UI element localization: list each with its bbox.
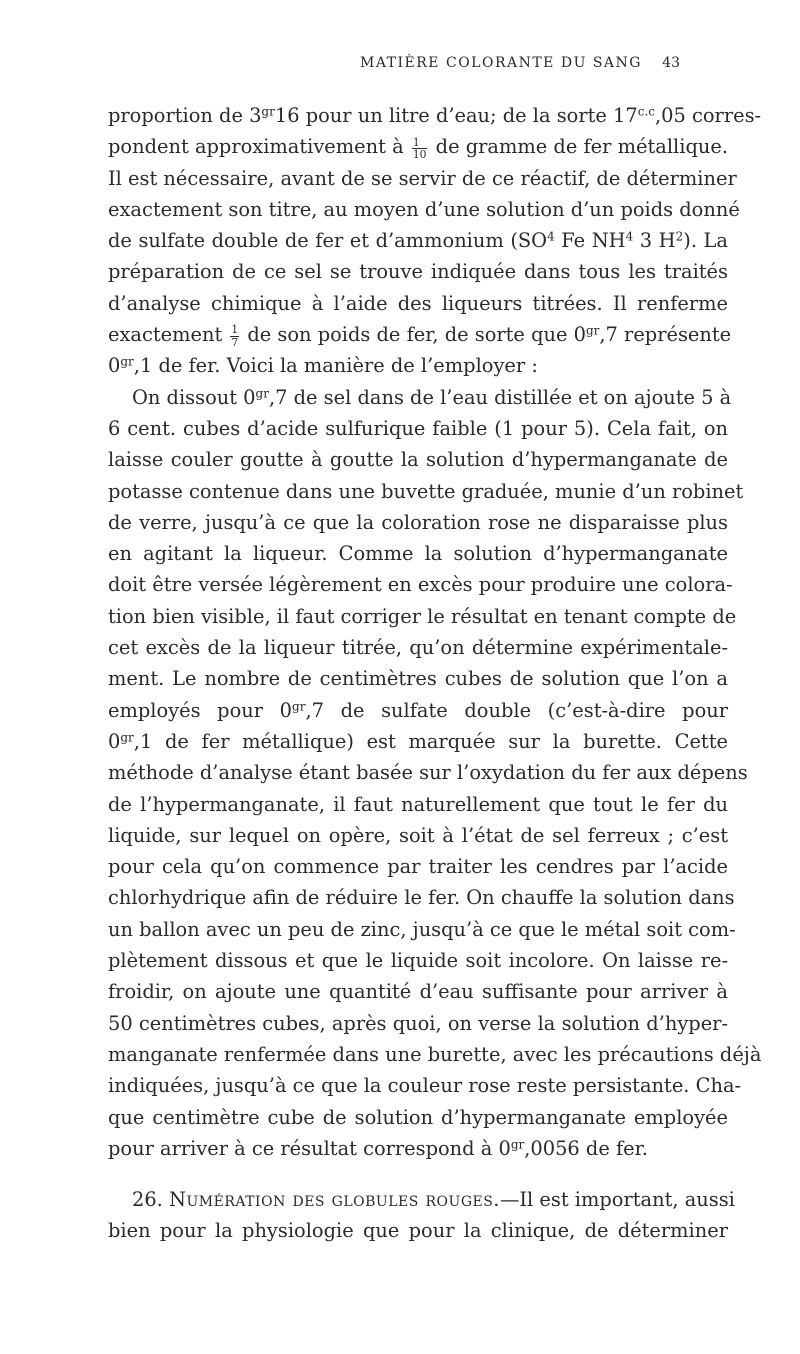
section-number: 26. [132, 1188, 163, 1212]
running-title: MATIÈRE COLORANTE DU SANG [360, 55, 642, 71]
text-line: doit être versée légèrement en excès pour produire une colora- [108, 573, 733, 597]
text-line: exactement son titre, au moyen d’une solution d’un poids donné [108, 197, 740, 221]
text-line: manganate renfermée dans une burette, avec les précautions déjà [108, 1042, 762, 1066]
text-line: que centimètre cube de solution d’hypermanganate employée [108, 1105, 728, 1129]
text-line: ment. Le nombre de centimètres cubes de solution que l’on a [108, 667, 728, 691]
text-line: exactement $\frac{1}{7}$ de son poids de fer, de sorte que $0^{gr},7$ représente [108, 323, 732, 349]
fraction-one-seventh: $\frac{1}{7}$ [231, 323, 239, 349]
text-line: On dissout $0^{gr},7$ de sel dans de l’eau distillée et on ajoute 5 à [132, 385, 732, 409]
text-line: d’analyse chimique à l’aide des liqueurs titrées. Il renferme [108, 291, 728, 315]
section-title: Numération des globules rouges. [169, 1188, 500, 1212]
text-line: préparation de ce sel se trouve indiquée dans tous les traités [108, 260, 728, 284]
running-head [360, 55, 680, 81]
section-gap [108, 1164, 728, 1184]
text-line: chlorhydrique afin de réduire le fer. On chauffe la solution dans [108, 886, 735, 910]
text-line: de sulfate double de fer et d’ammonium ($SO^4$ Fe $NH^4$ 3 $H^2$). La [108, 229, 728, 253]
text-line: de verre, jusqu’à ce que la coloration rose ne disparaisse plus [108, 510, 728, 534]
text-line: tion bien visible, il faut corriger le résultat en tenant compte de [108, 604, 737, 628]
text-line: pondent approximativement à $\frac{1}{10}$ de gramme de fer métallique. [108, 135, 728, 161]
text-line: $0^{gr},1$ de fer métallique) est marquée sur la burette. Cette [108, 729, 728, 753]
text-line: 50 centimètres cubes, après quoi, on verse la solution d’hyper- [108, 1011, 728, 1035]
text-line: indiquées, jusqu’à ce que la couleur rose reste persistante. Cha- [108, 1074, 742, 1098]
text-line: un ballon avec un peu de zinc, jusqu’à ce que le métal soit com- [108, 917, 736, 941]
page-number: 43 [662, 55, 680, 71]
text-line: potasse contenue dans une buvette graduée, munie d’un robinet [108, 479, 744, 503]
text-line: proportion de $3^{gr}16$ pour un litre d’eau; de la sorte $17^{c.c},05$ corres- [108, 104, 762, 127]
fraction-one-tenth: $\frac{1}{10}$ [412, 135, 427, 161]
text-line: liquide, sur lequel on opère, soit à l’état de sel ferreux ; c’est [108, 823, 728, 847]
text-line: laisse couler goutte à goutte la solution d’hypermanganate de [108, 448, 728, 472]
text-line: 6 cent. cubes d’acide sulfurique faible (1 pour 5). Cela fait, on [108, 416, 728, 440]
text-line: méthode d’analyse étant basée sur l’oxydation du fer aux dépens [108, 761, 748, 785]
text-line: $0^{gr},1$ de fer. Voici la manière de l’employer : [108, 354, 538, 378]
text-line: froidir, on ajoute une quantité d’eau suffisante pour arriver à [108, 980, 728, 1004]
text-line: de l’hypermanganate, il faut naturellement que tout le fer du [108, 792, 728, 816]
text-line: pour arriver à ce résultat correspond à $0^{gr},0056$ de fer. [108, 1136, 648, 1160]
text-line: en agitant la liqueur. Comme la solution d’hypermanganate [108, 542, 728, 566]
text-line: cet excès de la liqueur titrée, qu’on détermine expérimentale- [108, 636, 728, 660]
text-line: plètement dissous et que le liquide soit incolore. On laisse re- [108, 949, 728, 973]
text-line: bien pour la physiologie que pour la clinique, de déterminer [108, 1219, 728, 1243]
body-text [108, 100, 762, 1247]
text-line: employés pour $0^{gr},7$ de sulfate double (c’est-à-dire pour [108, 698, 728, 722]
section-heading-line: 26. Numération des globules rouges.—Il est important, aussi [132, 1188, 735, 1212]
text-line: Il est nécessaire, avant de se servir de ce réactif, de déterminer [108, 166, 737, 190]
text-line: pour cela qu’on commence par traiter les cendres par l’acide [108, 855, 728, 879]
